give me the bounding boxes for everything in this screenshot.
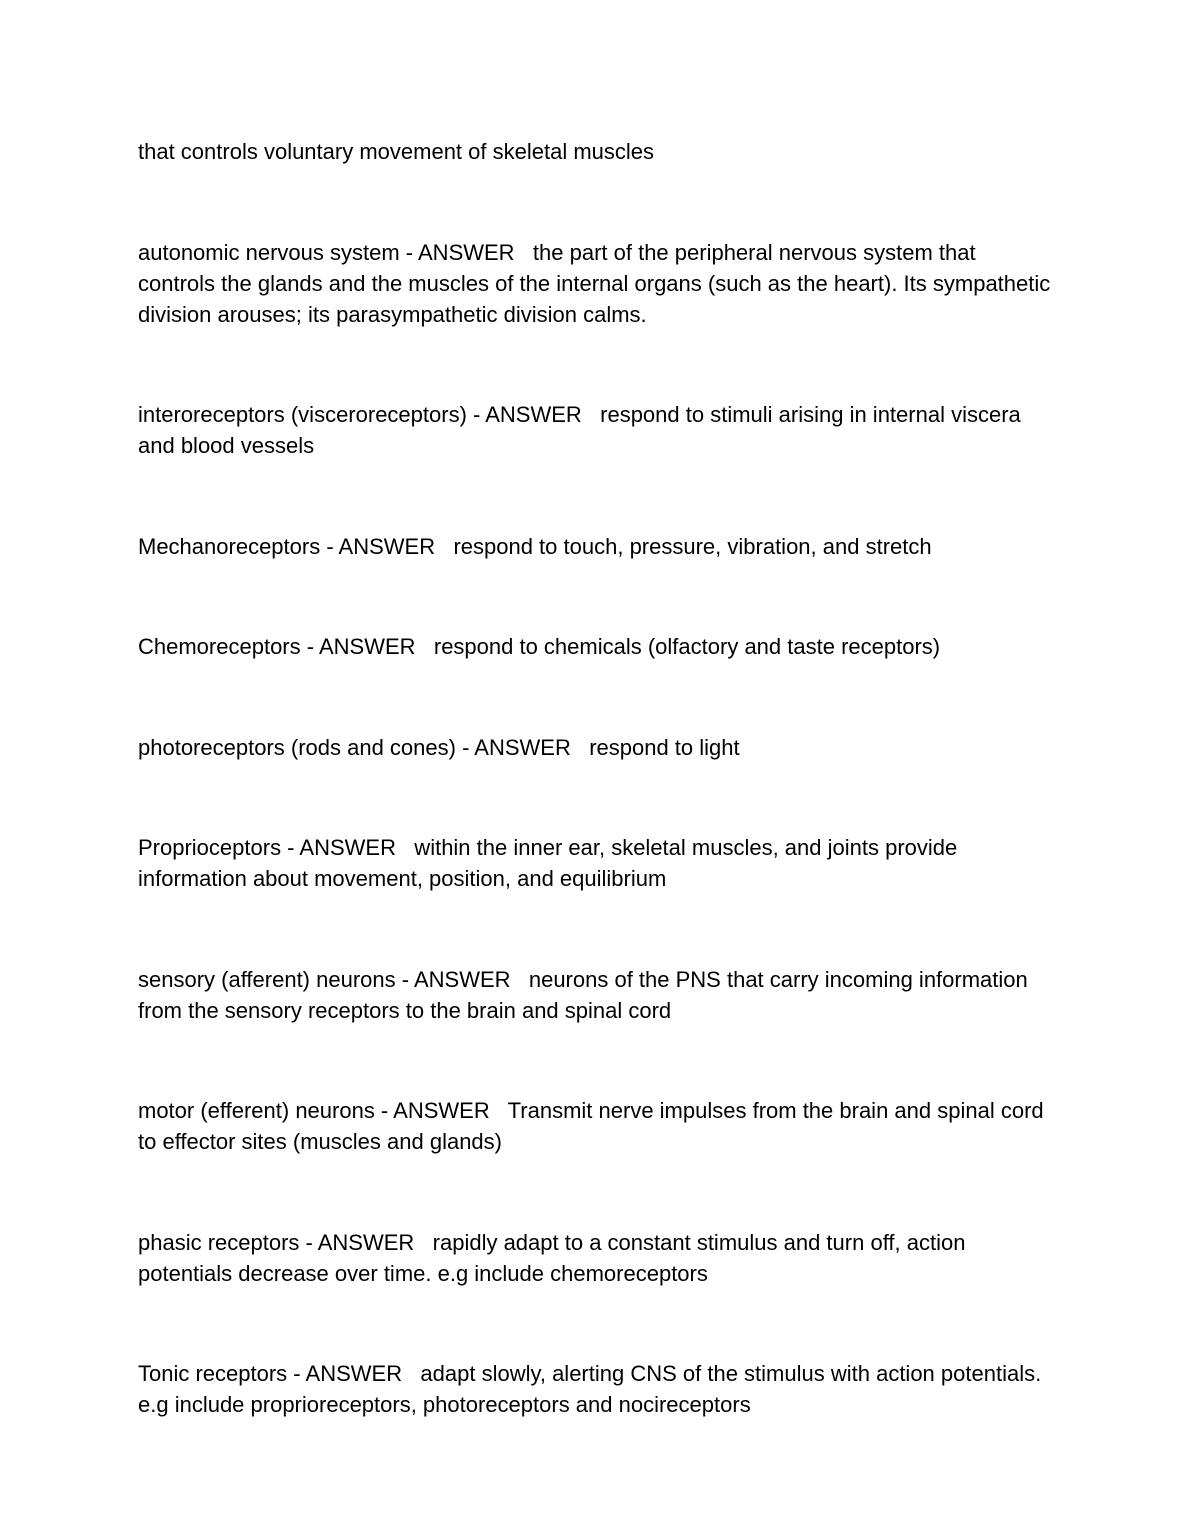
entry-mechanoreceptors: Mechanoreceptors - ANSWER respond to touch, pressure, vibration, and stretch: [138, 534, 932, 559]
entry-autonomic-nervous-system: autonomic nervous system - ANSWER the part of the peripheral nervous system that controls the glands and the muscles of the internal organs (such as the heart). Its sympathetic division arouses; its parasympathetic division calms.: [138, 240, 1057, 327]
entry-proprioceptors: Proprioceptors - ANSWER within the inner ear, skeletal muscles, and joints provide information about movement, position, and equilibrium: [138, 835, 964, 891]
entry-sensory-neurons: sensory (afferent) neurons - ANSWER neurons of the PNS that carry incoming information from the sensory receptors to the brain and spinal cord: [138, 967, 1034, 1023]
entry-skeletal-continuation: that controls voluntary movement of skeletal muscles: [138, 139, 655, 164]
entry-chemoreceptors: Chemoreceptors - ANSWER respond to chemicals (olfactory and taste receptors): [138, 634, 941, 659]
entry-motor-neurons: motor (efferent) neurons - ANSWER Transmit nerve impulses from the brain and spinal cord to effector sites (muscles and glands): [138, 1098, 1050, 1154]
entry-photoreceptors: photoreceptors (rods and cones) - ANSWER respond to light: [138, 735, 740, 760]
entry-phasic-receptors: phasic receptors - ANSWER rapidly adapt to a constant stimulus and turn off, action potentials decrease over time. e.g include chemoreceptors: [138, 1230, 972, 1286]
entry-tonic-receptors: Tonic receptors - ANSWER adapt slowly, alerting CNS of the stimulus with action potentials. e.g include proprioreceptors, photoreceptors and nocireceptors: [138, 1361, 1048, 1417]
entry-interoreceptors: interoreceptors (visceroreceptors) - ANSWER respond to stimuli arising in internal viscera and blood vessels: [138, 402, 1027, 458]
